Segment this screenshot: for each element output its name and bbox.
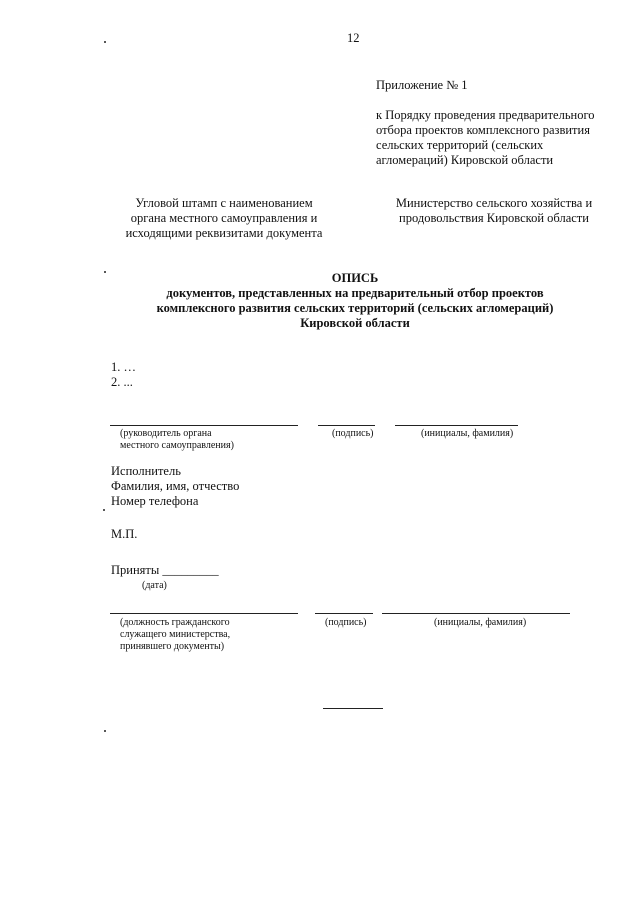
appendix-ref-line: к Порядку проведения предварительного: [376, 108, 595, 122]
scan-dot: [104, 271, 106, 273]
sign-line: [318, 425, 375, 426]
accepted-date-blank: _________: [162, 563, 219, 577]
end-separator: [323, 708, 383, 709]
caption-line: местного самоуправления): [120, 440, 234, 451]
appendix-ref-line: сельских территорий (сельских: [376, 138, 544, 152]
caption-line: служащего министерства,: [120, 629, 231, 640]
addressee-line: продовольствия Кировской области: [399, 211, 589, 225]
head-signature-line: [110, 425, 298, 426]
name-caption: (инициалы, фамилия): [421, 428, 514, 439]
document-heading: [120, 271, 590, 331]
sign-caption: (подпись): [325, 617, 367, 628]
head-caption: [120, 428, 234, 452]
list-item: 1. …: [111, 360, 136, 374]
caption-line: принявшего документы): [120, 641, 225, 652]
appendix-ref-line: агломераций) Кировской области: [376, 153, 554, 167]
caption-line: (руководитель органа: [120, 428, 212, 439]
scan-dot: [103, 509, 105, 511]
appendix-ref-line: отбора проектов комплексного развития: [376, 123, 590, 137]
accepted-label: Приняты: [111, 563, 160, 577]
accepted-row: [111, 563, 219, 578]
addressee: [380, 196, 608, 226]
name-line: [382, 613, 570, 614]
list-item: 2. ...: [111, 375, 133, 389]
stamp-line: органа местного самоуправления и: [130, 211, 318, 225]
position-caption: [120, 617, 230, 653]
document-list: [111, 360, 136, 390]
addressee-line: Министерство сельского хозяйства и: [395, 196, 593, 210]
executor-line: Фамилия, имя, отчество: [111, 479, 240, 493]
executor-line: Исполнитель: [111, 464, 181, 478]
corner-stamp: [110, 196, 338, 241]
position-line: [110, 613, 298, 614]
executor-block: [111, 464, 239, 509]
stamp-line: Угловой штамп с наименованием: [135, 196, 313, 210]
heading-line: документов, представленных на предварительный отбор проектов: [166, 286, 544, 300]
sign-line: [315, 613, 373, 614]
scan-dot: [104, 41, 106, 43]
page-number: 12: [347, 31, 360, 45]
appendix-title: Приложение № 1: [376, 78, 468, 92]
caption-line: (должность гражданского: [120, 617, 230, 628]
heading-line: комплексного развития сельских территорий (сельских агломераций): [156, 301, 554, 315]
name-caption: (инициалы, фамилия): [434, 617, 527, 628]
scan-dot: [104, 730, 106, 732]
date-caption: (дата): [142, 580, 167, 591]
seal-label: М.П.: [111, 527, 138, 541]
appendix-reference: [376, 108, 595, 168]
executor-line: Номер телефона: [111, 494, 199, 508]
stamp-line: исходящими реквизитами документа: [125, 226, 323, 240]
name-line: [395, 425, 518, 426]
heading-line: Кировской области: [300, 316, 410, 330]
sign-caption: (подпись): [332, 428, 374, 439]
heading-title: ОПИСЬ: [331, 271, 379, 285]
